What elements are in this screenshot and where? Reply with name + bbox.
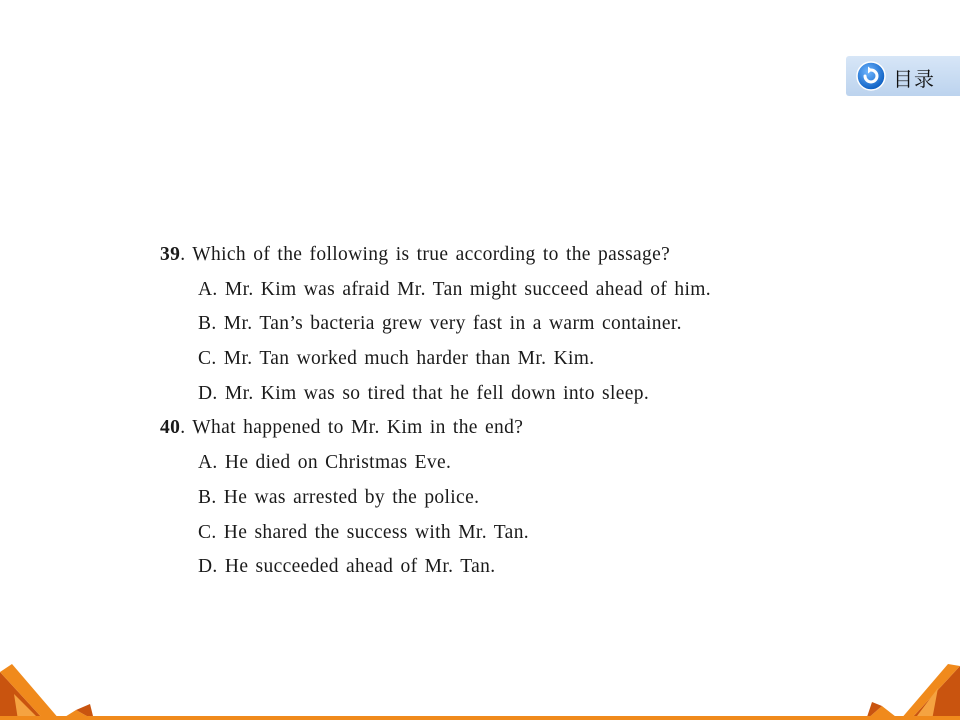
option-b: B. Mr. Tan’s bacteria grew very fast in a warm container. <box>198 313 682 335</box>
option-a: A. He died on Christmas Eve. <box>198 452 452 474</box>
question-stem <box>160 411 880 446</box>
question-stem <box>160 238 880 273</box>
option-b: B. He was arrested by the police. <box>198 486 480 508</box>
option-d: D. He succeeded ahead of Mr. Tan. <box>198 556 496 578</box>
option-d: D. Mr. Kim was so tired that he fell down into sleep. <box>198 382 650 404</box>
toc-label: 目录 <box>893 67 935 91</box>
question-number: 39 <box>160 244 181 265</box>
question-39 <box>160 238 880 411</box>
toc-button[interactable] <box>846 56 960 96</box>
bottom-accent-bar <box>0 716 960 720</box>
corner-decoration-right <box>860 664 960 720</box>
refresh-arrow-icon <box>856 61 886 91</box>
option-a: A. Mr. Kim was afraid Mr. Tan might succeed ahead of him. <box>198 278 711 300</box>
question-40 <box>160 411 880 584</box>
corner-decoration-left <box>0 664 100 720</box>
question-number: 40 <box>160 417 181 439</box>
question-text: . What happened to Mr. Kim in the end? <box>180 417 524 439</box>
question-list <box>160 238 880 585</box>
question-text: . Which of the following is true according to the passage? <box>180 244 671 265</box>
option-c: C. He shared the success with Mr. Tan. <box>198 521 530 543</box>
option-c: C. Mr. Tan worked much harder than Mr. Kim. <box>198 348 595 370</box>
